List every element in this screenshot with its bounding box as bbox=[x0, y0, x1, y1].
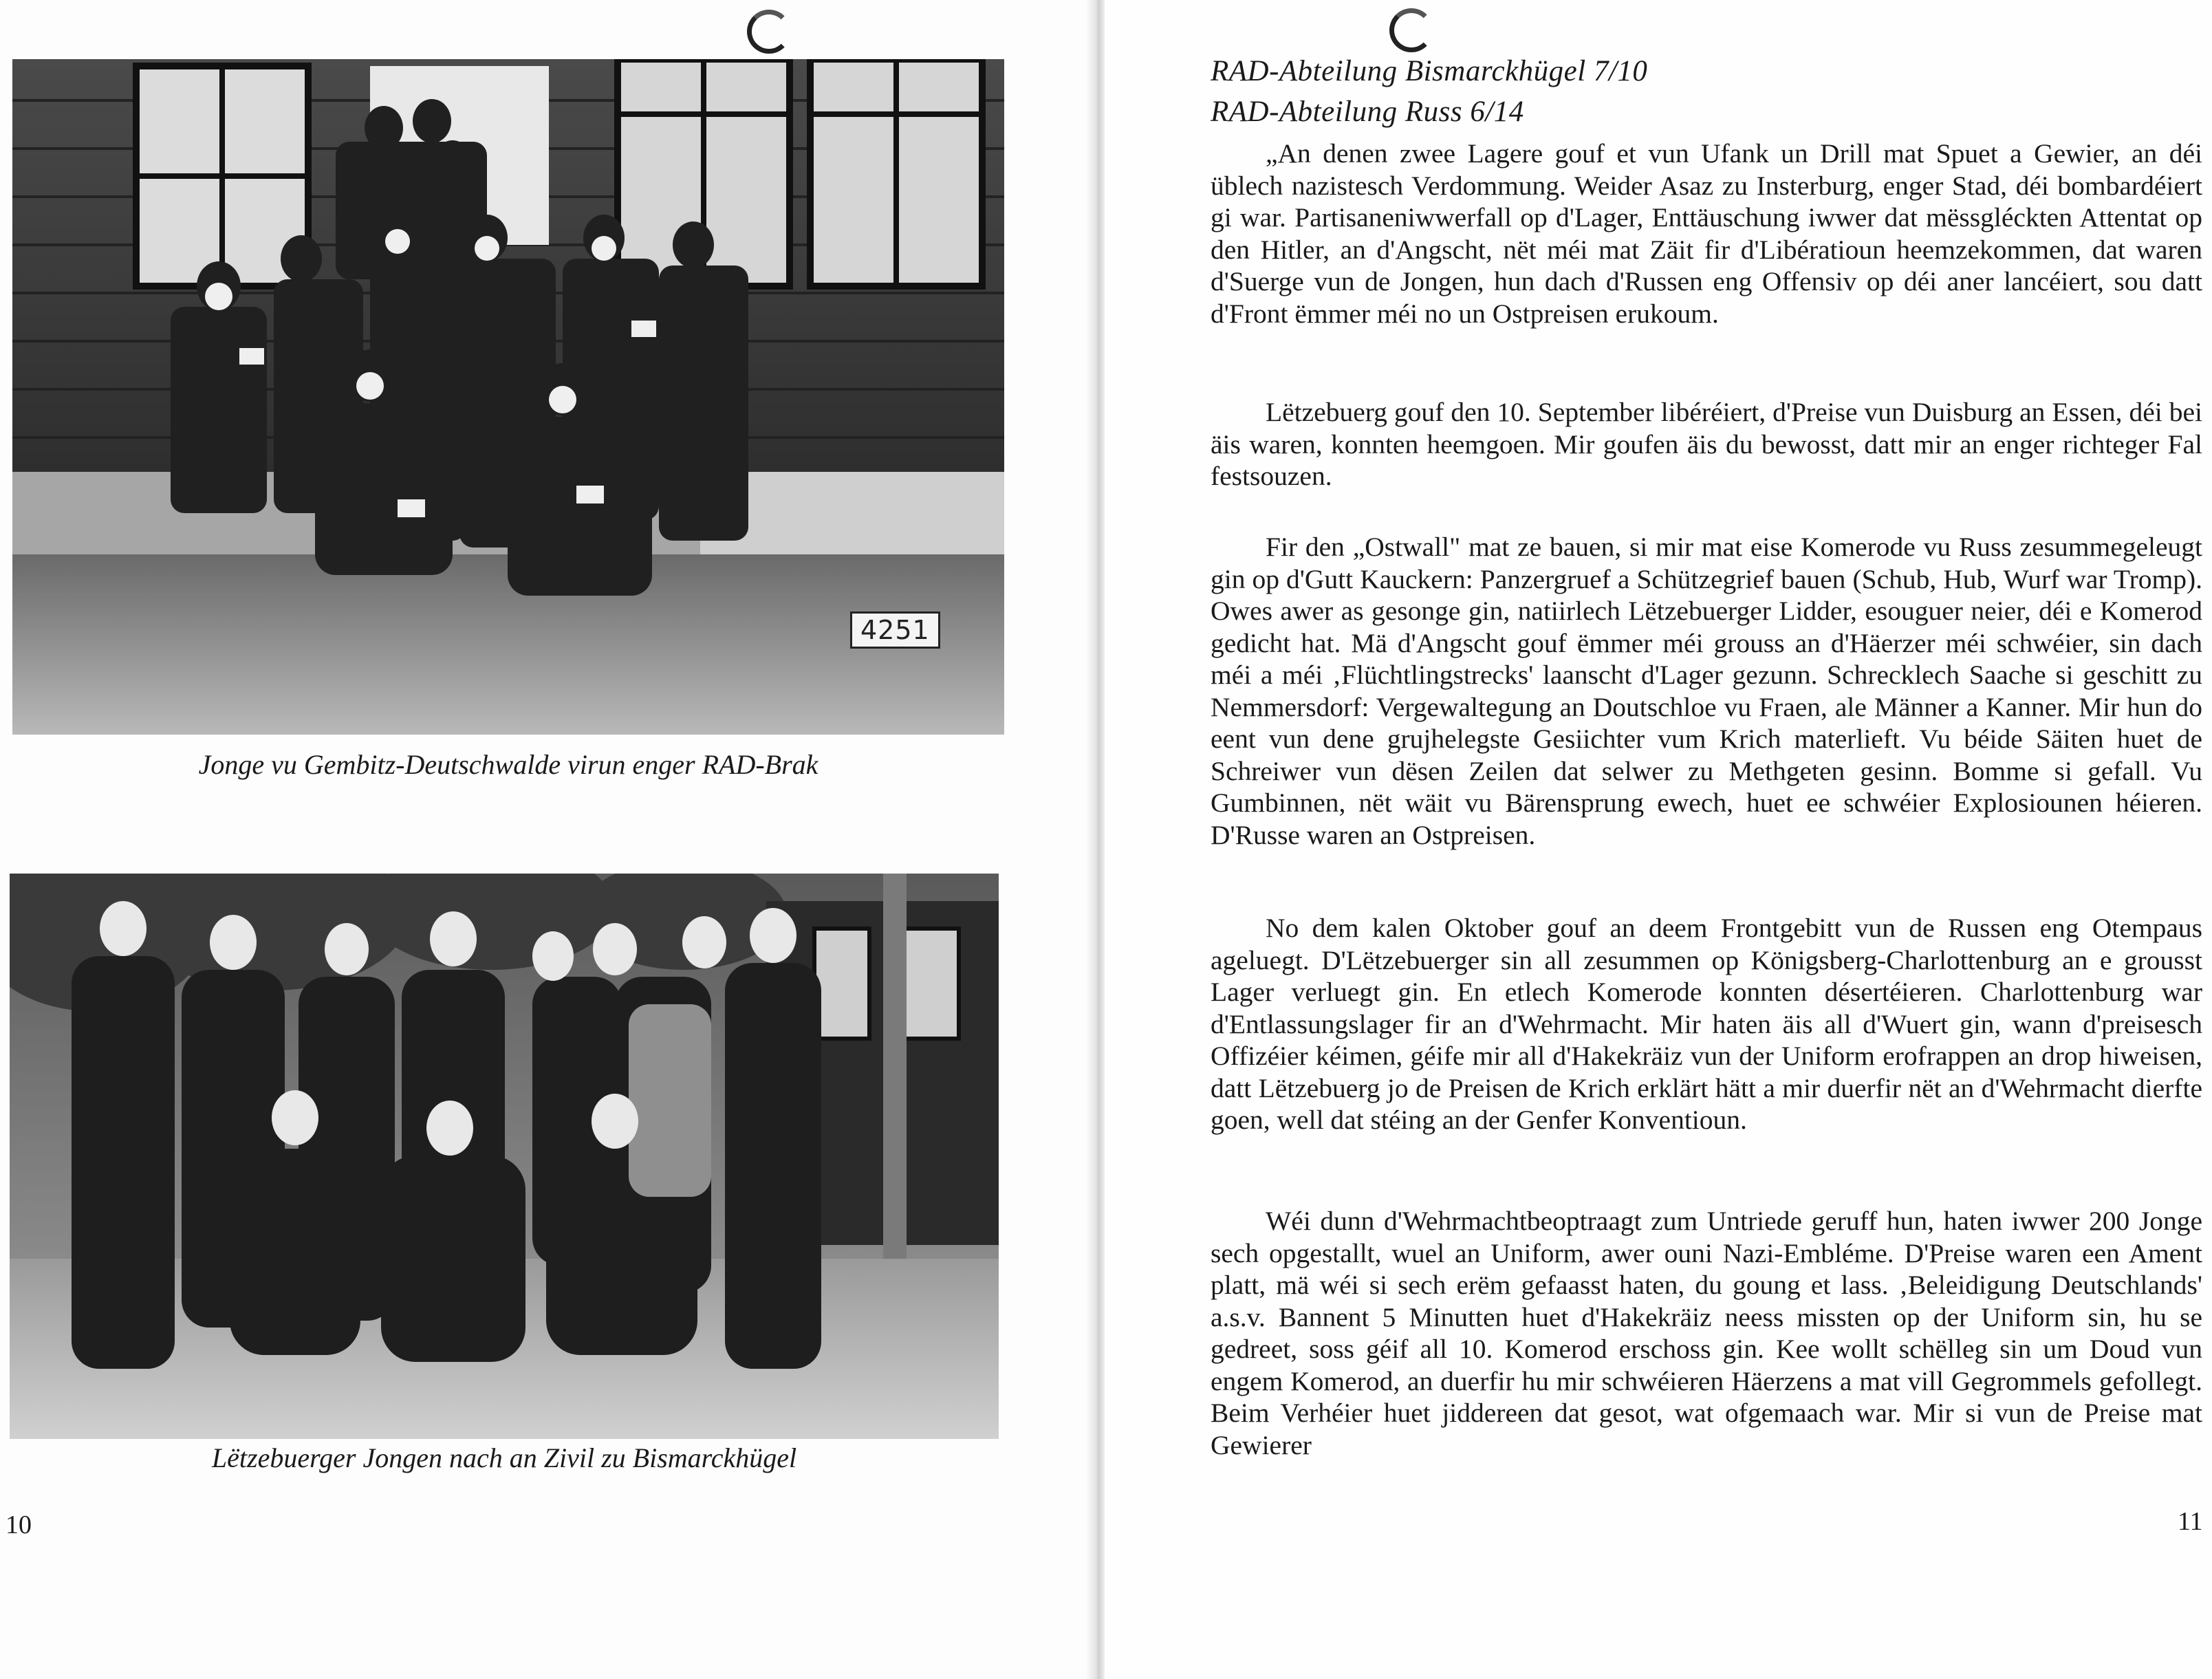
right-page-number: 11 bbox=[2178, 1507, 2203, 1536]
paragraph-2: Lëtzebuerg gouf den 10. September libéréiert, d'Preise vun Duisburg an Essen, déi bei äis waren, konnten heemgoen. Mir goufen äis du bewosst, datt mir an enger richteger Fal festsouzen. bbox=[1211, 397, 2202, 491]
photo-civilian-group bbox=[10, 874, 999, 1439]
paragraph-3-block bbox=[1211, 531, 2202, 851]
heading-line-2: RAD-Abteilung Russ 6/14 bbox=[1211, 96, 1524, 128]
paragraph-4-block bbox=[1211, 912, 2202, 1136]
photo-civilian-group-image bbox=[10, 874, 999, 1439]
binding-hole-right bbox=[1389, 8, 1433, 52]
paragraph-5-block bbox=[1211, 1205, 2202, 1461]
paragraph-4: No dem kalen Oktober gouf an deem Frontgebitt vun de Russen eng Otempaus ageluegt. D'Lëtzebuerger sin all zesummen op Königsberg-Charlottenburg an e grousst Lager verluegt gin. En etlech Komerode konnten désertéieren. Charlottenburg war d'Entlassungslager fir an d'Wehrmacht. Mir haten äis all d'Wuert gin, wann d'preisesch Offizéier kéimen, géife mir all d'Hakekräiz vun der Uniform erofrappen an drop hiweisen, datt Lëtzebuerg jo de Preisen de Krich erklärt hätt a mir duerfir nët an d'Wehrmacht dierfte goen, well dat stéing an der Genfer Konventioun. bbox=[1211, 913, 2202, 1135]
heading-line-1: RAD-Abteilung Bismarckhügel 7/10 bbox=[1211, 55, 1648, 87]
photo-number-label: 4251 bbox=[850, 611, 940, 649]
paragraph-1: „An denen zwee Lagere gouf et vun Ufank un Drill mat Spuet a Gewier, an déi üblech nazistesch Verdommung. Weider Asaz zu Insterburg, enger Stad, déi bombardéiert gi war. Partisaneniwwerfall op d'Lager, Enttäuschung iwwer dat mëssgléckten Attentat op den Hitler, an d'Angscht, nët méi mat Zäit fir d'Libératioun heemzekommen, dat waren d'Suerge vun de Jongen, hun dach d'Russen eng Offensiv op déi aner lancéiert, sou datt d'Front ëmmer méi no un Ostpreisen erukoum. bbox=[1211, 138, 2202, 329]
chapter-heading bbox=[1211, 51, 1647, 132]
paragraph-3: Fir den „Ostwall" mat ze bauen, si mir mat eise Komerode vu Russ zesummegeleugt gin op d'Gutt Kauckern: Panzergruef a Schützegrief bauen (Schub, Hub, Wurf war Tromp). Owes awer as gesonge gin, natiirlech Lëtzebuerger Lidder, esouguer neier, déi e Komerod gedicht hat. Mä d'Angscht gouf ëmmer méi grouss an d'Häerzer méi schwéier, sin dach méi a méi ‚Flüchtlingstrecks' laanscht d'Lager gezunn. Schrecklech Saache si geschitt zu Nemmersdorf: Vergewaltegung an Doutschloe vu Fraen, ale Männer a Kanner. Mir hun do eent vun dene grujhelegste Gesiichter vum Krich materlieft. Vu béide Säiten huet de Schreiwer vun dësen Zeilen dat selwer zu Methgeten gesinn. Bomme si gefall. Vu Gumbinnen, nët wäit vu Bärensprung ewech, huet ee schwéier Explosiounen héieren. D'Russe waren an Ostpreisen. bbox=[1211, 532, 2202, 850]
paragraph-2-block bbox=[1211, 396, 2202, 492]
left-page-number: 10 bbox=[6, 1510, 32, 1539]
binding-hole-left bbox=[747, 10, 791, 54]
photo1-caption: Jonge vu Gembitz-Deutschwalde virun enger RAD-Brak bbox=[198, 749, 818, 780]
photo-rad-uniform-group bbox=[12, 59, 1004, 735]
photo2-caption: Lëtzebuerger Jongen nach an Zivil zu Bismarckhügel bbox=[211, 1442, 797, 1473]
paragraph-5: Wéi dunn d'Wehrmachtbeoptraagt zum Untriede geruff hun, haten iwwer 200 Jonge sech opgestallt, wuel an Uniform, awer ouni Nazi-Embléme. D'Preise waren een Ament platt, mä wéi si sech erëm gefaasst haten, du goung et lass. ‚Beleidigung Deutschlands' a.s.v. Bannent 5 Minutten huet d'Hakekräiz neess missten op der Uniform sin, hu se gedreet, soss géif all 10. Komerod erschoss gin. Kee wollt schëlleg sin um Doud vun engem Komerod, an duerfir hu mir schwéieren Häerzens a mat vill Gegrommels gefollegt. Beim Verhéier huet jiddereen dat gesot, wat ofgemaach war. Mir si vun de Preise mat Gewierer bbox=[1211, 1206, 2202, 1460]
paragraph-1-block bbox=[1211, 138, 2202, 329]
